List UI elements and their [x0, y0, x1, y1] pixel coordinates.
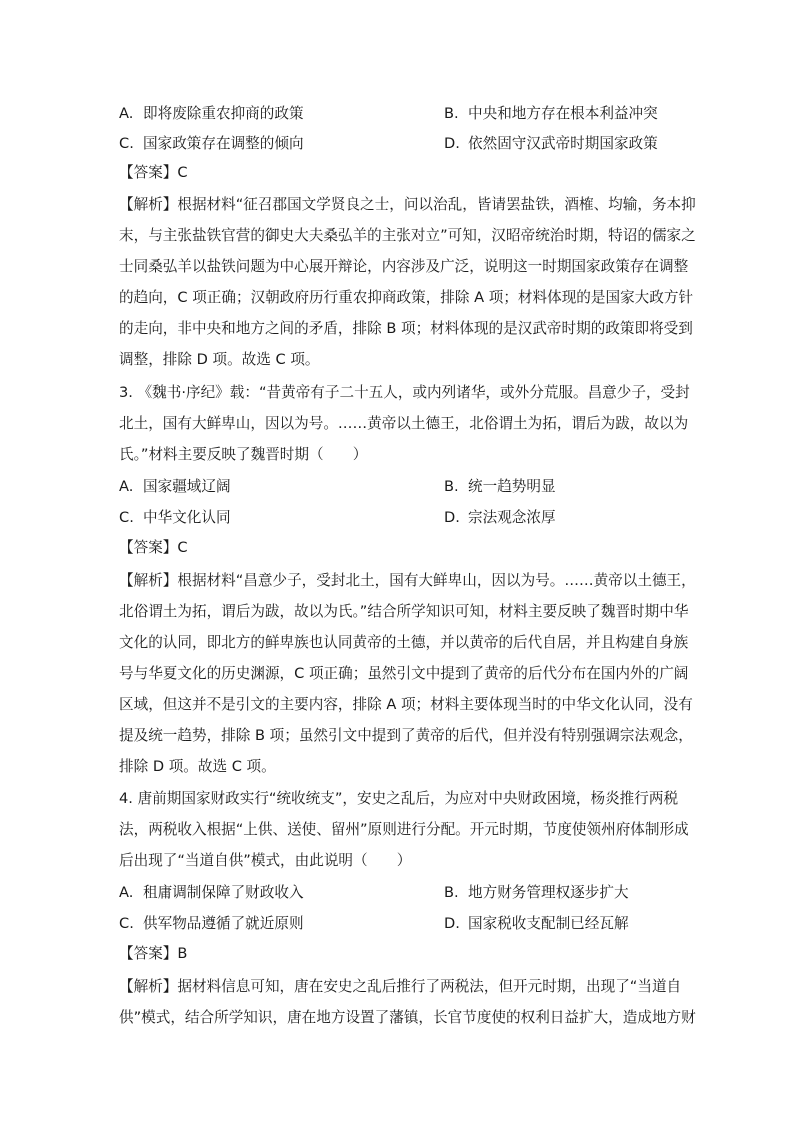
q4-option-b: B. 地方财务管理权逐步扩大 [444, 884, 629, 901]
q2-analysis-line: 【解析】根据材料“征召郡国文学贤良之士，问以治乱，皆请罢盐铁，酒榷、均输，务本抑 [119, 196, 696, 213]
q3-stem-line: 氏。”材料主要反映了魏晋时期（ ） [119, 446, 368, 463]
q3-analysis-line: 北俗谓土为拓，谓后为跋，故以为氏。”结合所学知识可知，材料主要反映了魏晋时期中华 [119, 603, 689, 620]
q3-stem-line: 北土，国有大鲜卑山，因以为号。……黄帝以土德王，北俗谓土为拓，谓后为跋，故以为 [119, 415, 689, 432]
q3-option-d: D. 宗法观念浓厚 [444, 509, 556, 526]
q4-analysis-line: 【解析】据材料信息可知，唐在安史之乱后推行了两税法，但开元时期，出现了“当道自 [119, 978, 682, 995]
q2-analysis-line: 末，与主张盐铁官营的御史大夫桑弘羊的主张对立”可知，汉昭帝统治时期，特诏的儒家之 [119, 227, 696, 244]
q2-analysis-line: 调整，排除 D 项。故选 C 项。 [119, 351, 320, 368]
q2-analysis-line: 的走向，非中央和地方之间的矛盾，排除 B 项；材料体现的是汉武帝时期的政策即将受到 [119, 320, 693, 337]
q3-option-a: A. 国家疆域辽阔 [119, 478, 231, 495]
q4-option-c: C. 供军物品遵循了就近原则 [119, 915, 304, 932]
q3-answer: 【答案】C [119, 539, 188, 556]
q2-answer: 【答案】C [119, 164, 188, 181]
q3-option-b: B. 统一趋势明显 [444, 478, 556, 495]
q3-analysis-line: 文化的认同，即北方的鲜卑族也认同黄帝的土德，并以黄帝的后代自居，并且构建自身族 [119, 634, 689, 651]
q4-option-d: D. 国家税收支配制已经瓦解 [444, 915, 629, 932]
q4-stem-line: 4. 唐前期国家财政实行“统收统支”，安史之乱后，为应对中央财政困境，杨炎推行两税 [119, 790, 679, 807]
q3-analysis-line: 排除 D 项。故选 C 项。 [119, 758, 276, 775]
q3-stem-line: 3. 《魏书·序纪》载：“昔黄帝有子二十五人，或内列诸华，或外分荒服。昌意少子，受封 [119, 384, 690, 401]
q2-analysis-line: 士同桑弘羊以盐铁问题为中心展开辩论，内容涉及广泛，说明这一时期国家政策存在调整 [119, 258, 689, 275]
q4-stem-line: 法，两税收入根据“上供、送使、留州”原则进行分配。开元时期，节度使领州府体制形成 [119, 821, 689, 838]
q3-analysis-line: 号与华夏文化的历史渊源，C 项正确；虽然引文中提到了黄帝的后代分布在国内外的广阔 [119, 665, 689, 682]
q3-analysis-line: 提及统一趋势，排除 B 项；虽然引文中提到了黄帝的后代，但并没有特别强调宗法观念， [119, 727, 693, 744]
q4-answer: 【答案】B [119, 945, 188, 962]
q4-analysis-line: 供”模式，结合所学知识，唐在地方设置了藩镇，长官节度使的权利日益扩大，造成地方财 [119, 1009, 696, 1026]
q2-option-d: D. 依然固守汉武帝时期国家政策 [444, 135, 658, 152]
q2-analysis-line: 的趋向，C 项正确；汉朝政府历行重农抑商政策，排除 A 项；材料体现的是国家大政方针 [119, 289, 694, 306]
q3-option-c: C. 中华文化认同 [119, 509, 231, 526]
q3-analysis-line: 【解析】根据材料“昌意少子，受封北土，国有大鲜卑山，因以为号。……黄帝以土德王， [119, 572, 696, 589]
q3-analysis-line: 区域，但这并不是引文的主要内容，排除 A 项；材料主要体现当时的中华文化认同，没有 [119, 696, 693, 713]
q2-option-b: B. 中央和地方存在根本利益冲突 [444, 105, 658, 122]
q2-option-a: A. 即将废除重农抑商的政策 [119, 105, 304, 122]
q4-stem-line: 后出现了“当道自供”模式，由此说明（ ） [119, 852, 412, 869]
q2-option-c: C. 国家政策存在调整的倾向 [119, 135, 304, 152]
q4-option-a: A. 租庸调制保障了财政收入 [119, 884, 304, 901]
